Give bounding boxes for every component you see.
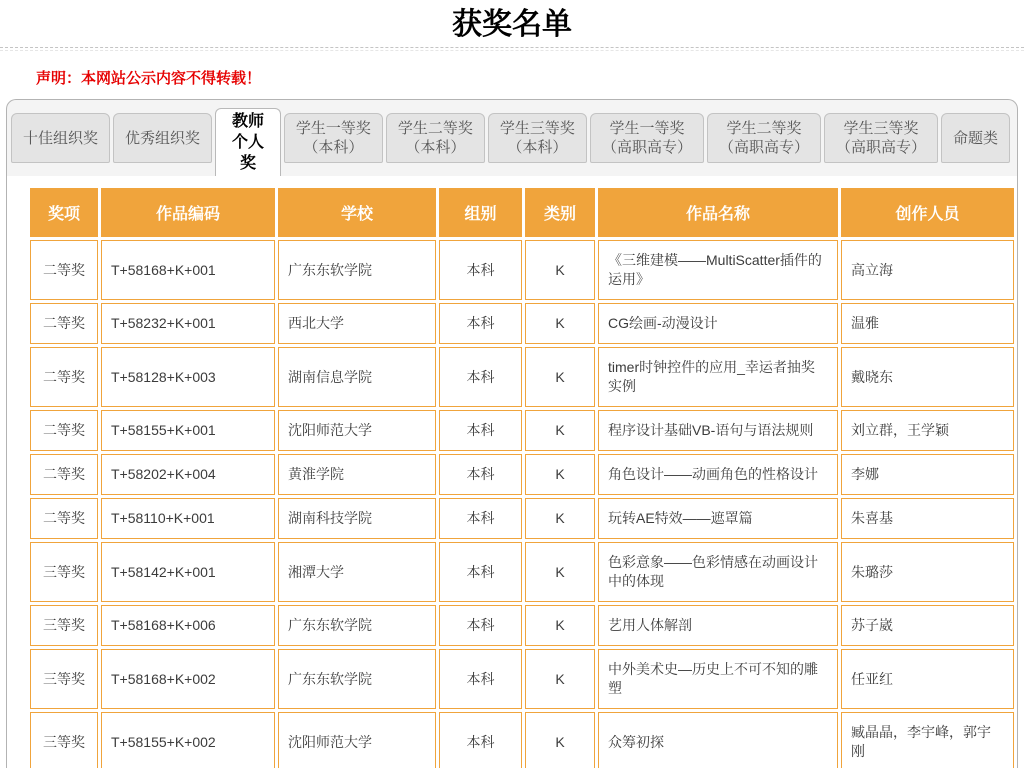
cell-code: T+58168+K+001 xyxy=(101,240,275,300)
cell-category: K xyxy=(525,498,595,539)
cell-creators: 高立海 xyxy=(841,240,1014,300)
cell-award: 二等奖 xyxy=(30,410,98,451)
cell-award: 三等奖 xyxy=(30,605,98,646)
cell-award: 三等奖 xyxy=(30,542,98,602)
table-row xyxy=(30,542,1014,602)
tab-label: 学生三等奖 xyxy=(843,120,919,137)
cell-category: K xyxy=(525,303,595,344)
cell-title: 艺用人体解剖 xyxy=(598,605,838,646)
cell-category: K xyxy=(525,347,595,407)
cell-school: 广东东软学院 xyxy=(278,240,436,300)
cell-title: CG绘画-动漫设计 xyxy=(598,303,838,344)
page-title: 获奖名单 xyxy=(452,8,572,41)
tab[interactable] xyxy=(284,113,383,163)
cell-code: T+58168+K+002 xyxy=(101,649,275,709)
col-header-school: 学校 xyxy=(278,188,436,237)
content-panel xyxy=(6,176,1018,768)
cell-group: 本科 xyxy=(439,240,522,300)
tab-label: 十佳组织奖 xyxy=(23,129,99,147)
disclaimer-text: 声明：本网站公示内容不得转载！ xyxy=(36,70,262,87)
table-row xyxy=(30,649,1014,709)
cell-school: 湖南科技学院 xyxy=(278,498,436,539)
cell-creators: 刘立群，王学颖 xyxy=(841,410,1014,451)
col-header-creators: 创作人员 xyxy=(841,188,1014,237)
table-row xyxy=(30,498,1014,539)
cell-creators: 苏子崴 xyxy=(841,605,1014,646)
tab[interactable] xyxy=(590,113,704,163)
tab-label: 学生一等奖 xyxy=(609,120,685,137)
cell-category: K xyxy=(525,712,595,768)
col-header-code: 作品编码 xyxy=(101,188,275,237)
tab[interactable] xyxy=(941,113,1010,163)
cell-title: 角色设计——动画角色的性格设计 xyxy=(598,454,838,495)
cell-school: 湖南信息学院 xyxy=(278,347,436,407)
cell-group: 本科 xyxy=(439,454,522,495)
cell-title: 玩转AE特效——遮罩篇 xyxy=(598,498,838,539)
col-header-group: 组别 xyxy=(439,188,522,237)
tab[interactable] xyxy=(488,113,587,163)
cell-school: 沈阳师范大学 xyxy=(278,712,436,768)
cell-title: 《三维建模——MultiScatter插件的运用》 xyxy=(598,240,838,300)
cell-title: 程序设计基础VB-语句与语法规则 xyxy=(598,410,838,451)
table-row xyxy=(30,712,1014,768)
cell-award: 二等奖 xyxy=(30,454,98,495)
cell-category: K xyxy=(525,454,595,495)
table-row xyxy=(30,240,1014,300)
cell-code: T+58168+K+006 xyxy=(101,605,275,646)
cell-code: T+58202+K+004 xyxy=(101,454,275,495)
cell-school: 西北大学 xyxy=(278,303,436,344)
cell-award: 三等奖 xyxy=(30,712,98,768)
table-row xyxy=(30,410,1014,451)
cell-group: 本科 xyxy=(439,498,522,539)
col-header-award: 奖项 xyxy=(30,188,98,237)
cell-school: 沈阳师范大学 xyxy=(278,410,436,451)
awards-table xyxy=(27,185,1017,768)
cell-creators: 臧晶晶，李宇峰，郭宇刚 xyxy=(841,712,1014,768)
cell-category: K xyxy=(525,649,595,709)
cell-code: T+58155+K+002 xyxy=(101,712,275,768)
cell-creators: 温雅 xyxy=(841,303,1014,344)
tab[interactable] xyxy=(11,113,110,163)
table-body xyxy=(30,240,1014,768)
tab-sub-label: （本科） xyxy=(405,139,466,156)
cell-title: timer时钟控件的应用_幸运者抽奖实例 xyxy=(598,347,838,407)
cell-code: T+58155+K+001 xyxy=(101,410,275,451)
cell-award: 三等奖 xyxy=(30,649,98,709)
cell-group: 本科 xyxy=(439,410,522,451)
tab-label: 学生二等奖 xyxy=(397,120,473,137)
tab-sub-label: （本科） xyxy=(303,139,364,156)
cell-creators: 李娜 xyxy=(841,454,1014,495)
dashed-divider xyxy=(0,47,1024,51)
cell-code: T+58142+K+001 xyxy=(101,542,275,602)
cell-creators: 任亚红 xyxy=(841,649,1014,709)
tab-sub-label: （高职高专） xyxy=(718,139,809,156)
cell-school: 湘潭大学 xyxy=(278,542,436,602)
cell-group: 本科 xyxy=(439,712,522,768)
cell-category: K xyxy=(525,542,595,602)
tab-sub-label: （高职高专） xyxy=(601,139,692,156)
tab-sub-label: （高职高专） xyxy=(835,139,926,156)
cell-title: 中外美术史—历史上不可不知的雕塑 xyxy=(598,649,838,709)
tab[interactable] xyxy=(113,113,212,163)
cell-award: 二等奖 xyxy=(30,240,98,300)
cell-title: 色彩意象——色彩情感在动画设计中的体现 xyxy=(598,542,838,602)
cell-creators: 朱璐莎 xyxy=(841,542,1014,602)
tab-label: 优秀组织奖 xyxy=(125,129,201,147)
cell-category: K xyxy=(525,605,595,646)
table-row xyxy=(30,347,1014,407)
cell-title: 众筹初探 xyxy=(598,712,838,768)
cell-award: 二等奖 xyxy=(30,498,98,539)
cell-code: T+58110+K+001 xyxy=(101,498,275,539)
cell-award: 二等奖 xyxy=(30,347,98,407)
tab[interactable] xyxy=(824,113,938,163)
cell-creators: 朱喜基 xyxy=(841,498,1014,539)
cell-award: 二等奖 xyxy=(30,303,98,344)
cell-code: T+58232+K+001 xyxy=(101,303,275,344)
cell-creators: 戴晓东 xyxy=(841,347,1014,407)
col-header-category: 类别 xyxy=(525,188,595,237)
tab-label: 学生三等奖 xyxy=(499,120,575,137)
tab-bar xyxy=(6,99,1018,176)
table-row xyxy=(30,605,1014,646)
cell-group: 本科 xyxy=(439,649,522,709)
table-header-row xyxy=(30,188,1014,237)
cell-school: 广东东软学院 xyxy=(278,649,436,709)
cell-group: 本科 xyxy=(439,347,522,407)
tab[interactable] xyxy=(707,113,821,163)
cell-category: K xyxy=(525,240,595,300)
tab-label: 教师个人奖 xyxy=(231,113,264,172)
tab[interactable] xyxy=(215,108,281,176)
cell-category: K xyxy=(525,410,595,451)
table-row xyxy=(30,454,1014,495)
cell-code: T+58128+K+003 xyxy=(101,347,275,407)
cell-group: 本科 xyxy=(439,303,522,344)
tab[interactable] xyxy=(386,113,485,163)
tab-sub-label: （本科） xyxy=(507,139,568,156)
cell-group: 本科 xyxy=(439,542,522,602)
tab-label: 学生二等奖 xyxy=(726,120,802,137)
cell-school: 黄淮学院 xyxy=(278,454,436,495)
cell-group: 本科 xyxy=(439,605,522,646)
table-row xyxy=(30,303,1014,344)
col-header-title: 作品名称 xyxy=(598,188,838,237)
cell-school: 广东东软学院 xyxy=(278,605,436,646)
tab-label: 命题类 xyxy=(952,129,998,147)
tab-label: 学生一等奖 xyxy=(295,120,371,137)
